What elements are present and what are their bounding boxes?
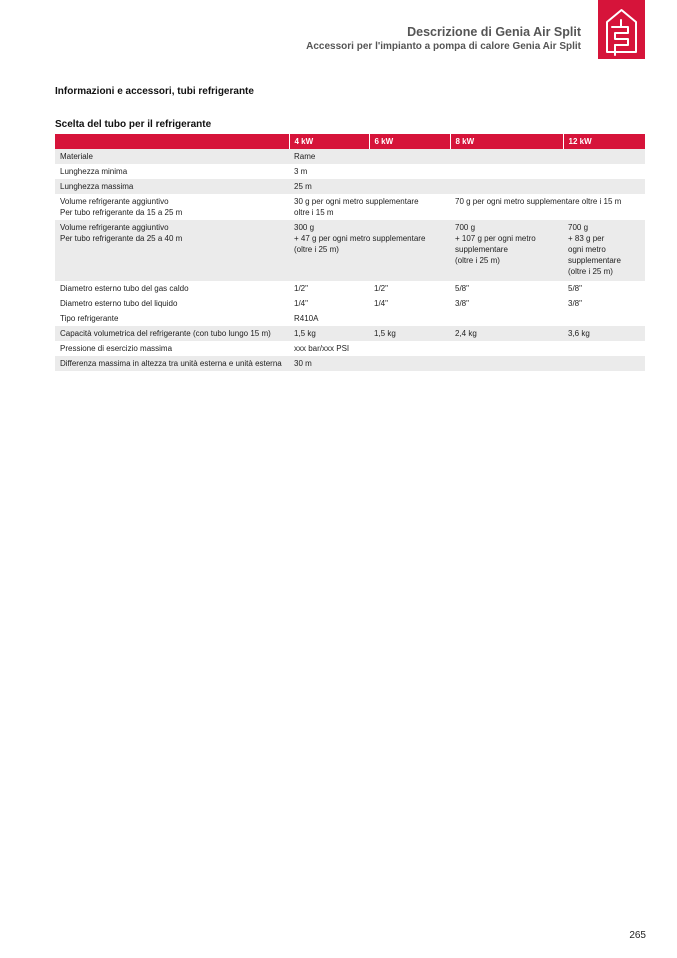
row-label: Volume refrigerante aggiuntivo Per tubo refrigerante da 25 a 40 m [55, 220, 289, 281]
house-pipe-icon [598, 0, 645, 59]
table-cell: 25 m [289, 179, 645, 194]
page-header [306, 24, 581, 53]
table-cell: 3/8" [455, 299, 469, 308]
header-empty [55, 134, 289, 149]
row-label: Volume refrigerante aggiuntivo Per tubo refrigerante da 15 a 25 m [60, 197, 183, 217]
header-6kw: 6 kW [369, 134, 450, 149]
table-row [55, 356, 645, 371]
table-cell: 30 g per ogni metro supplementare oltre i 15 m [294, 197, 419, 217]
table-cell: R410A [294, 314, 319, 323]
table-cell: 1/4" [374, 299, 388, 308]
table-cell: xxx bar/xxx PSI [294, 344, 350, 353]
table-row [55, 311, 645, 326]
table-row [55, 220, 645, 281]
header-8kw: 8 kW [450, 134, 563, 149]
table-row [55, 341, 645, 356]
table-cell: 300 g + 47 g per ogni metro supplementare (oltre i 25 m) [289, 220, 450, 281]
page-number: 265 [629, 930, 646, 941]
table-header-row [55, 134, 645, 149]
row-label: Diametro esterno tubo del gas caldo [60, 284, 189, 293]
row-label: Lunghezza massima [55, 179, 289, 194]
row-label: Differenza massima in altezza tra unità esterna e unità esterna [55, 356, 289, 371]
table-row [55, 194, 645, 220]
table-cell: 700 g + 83 g per ogni metro supplementare (oltre i 25 m) [563, 220, 645, 281]
section-title: Informazioni e accessori, tubi refrigerante [55, 86, 254, 97]
table-cell: 30 m [289, 356, 645, 371]
table-cell: 2,4 kg [450, 326, 563, 341]
table-cell: 5/8" [568, 284, 582, 293]
table-cell: 1,5 kg [289, 326, 369, 341]
table-title: Scelta del tubo per il refrigerante [55, 119, 212, 130]
table-cell: 1,5 kg [369, 326, 450, 341]
table-cell: 3/8" [568, 299, 582, 308]
header-12kw: 12 kW [563, 134, 645, 149]
table-row [55, 179, 645, 194]
row-label: Capacità volumetrica del refrigerante (con tubo lungo 15 m) [55, 326, 289, 341]
table-cell: 1/4" [294, 299, 308, 308]
row-label: Diametro esterno tubo del liquido [60, 299, 178, 308]
table-row [55, 149, 645, 164]
header-4kw: 4 kW [289, 134, 369, 149]
table-cell: 3 m [294, 167, 308, 176]
table-row [55, 296, 645, 311]
row-label: Pressione di esercizio massima [60, 344, 173, 353]
table-cell: 700 g + 107 g per ogni metro supplementare (oltre i 25 m) [450, 220, 563, 281]
table-row [55, 326, 645, 341]
document-subtitle: Accessori per l'impianto a pompa di calore Genia Air Split [306, 41, 581, 52]
table-row [55, 164, 645, 179]
document-title: Descrizione di Genia Air Split [407, 25, 581, 39]
table-cell: 70 g per ogni metro supplementare oltre i 15 m [455, 197, 622, 206]
table-cell: 1/2" [374, 284, 388, 293]
row-label: Lunghezza minima [60, 167, 128, 176]
row-label: Tipo refrigerante [60, 314, 119, 323]
table-cell: 3,6 kg [563, 326, 645, 341]
table-cell: Rame [289, 149, 645, 164]
table-cell: 5/8" [455, 284, 469, 293]
table-cell: 1/2" [294, 284, 308, 293]
row-label: Materiale [55, 149, 289, 164]
refrigerant-pipe-table [55, 134, 645, 371]
table-row [55, 281, 645, 296]
